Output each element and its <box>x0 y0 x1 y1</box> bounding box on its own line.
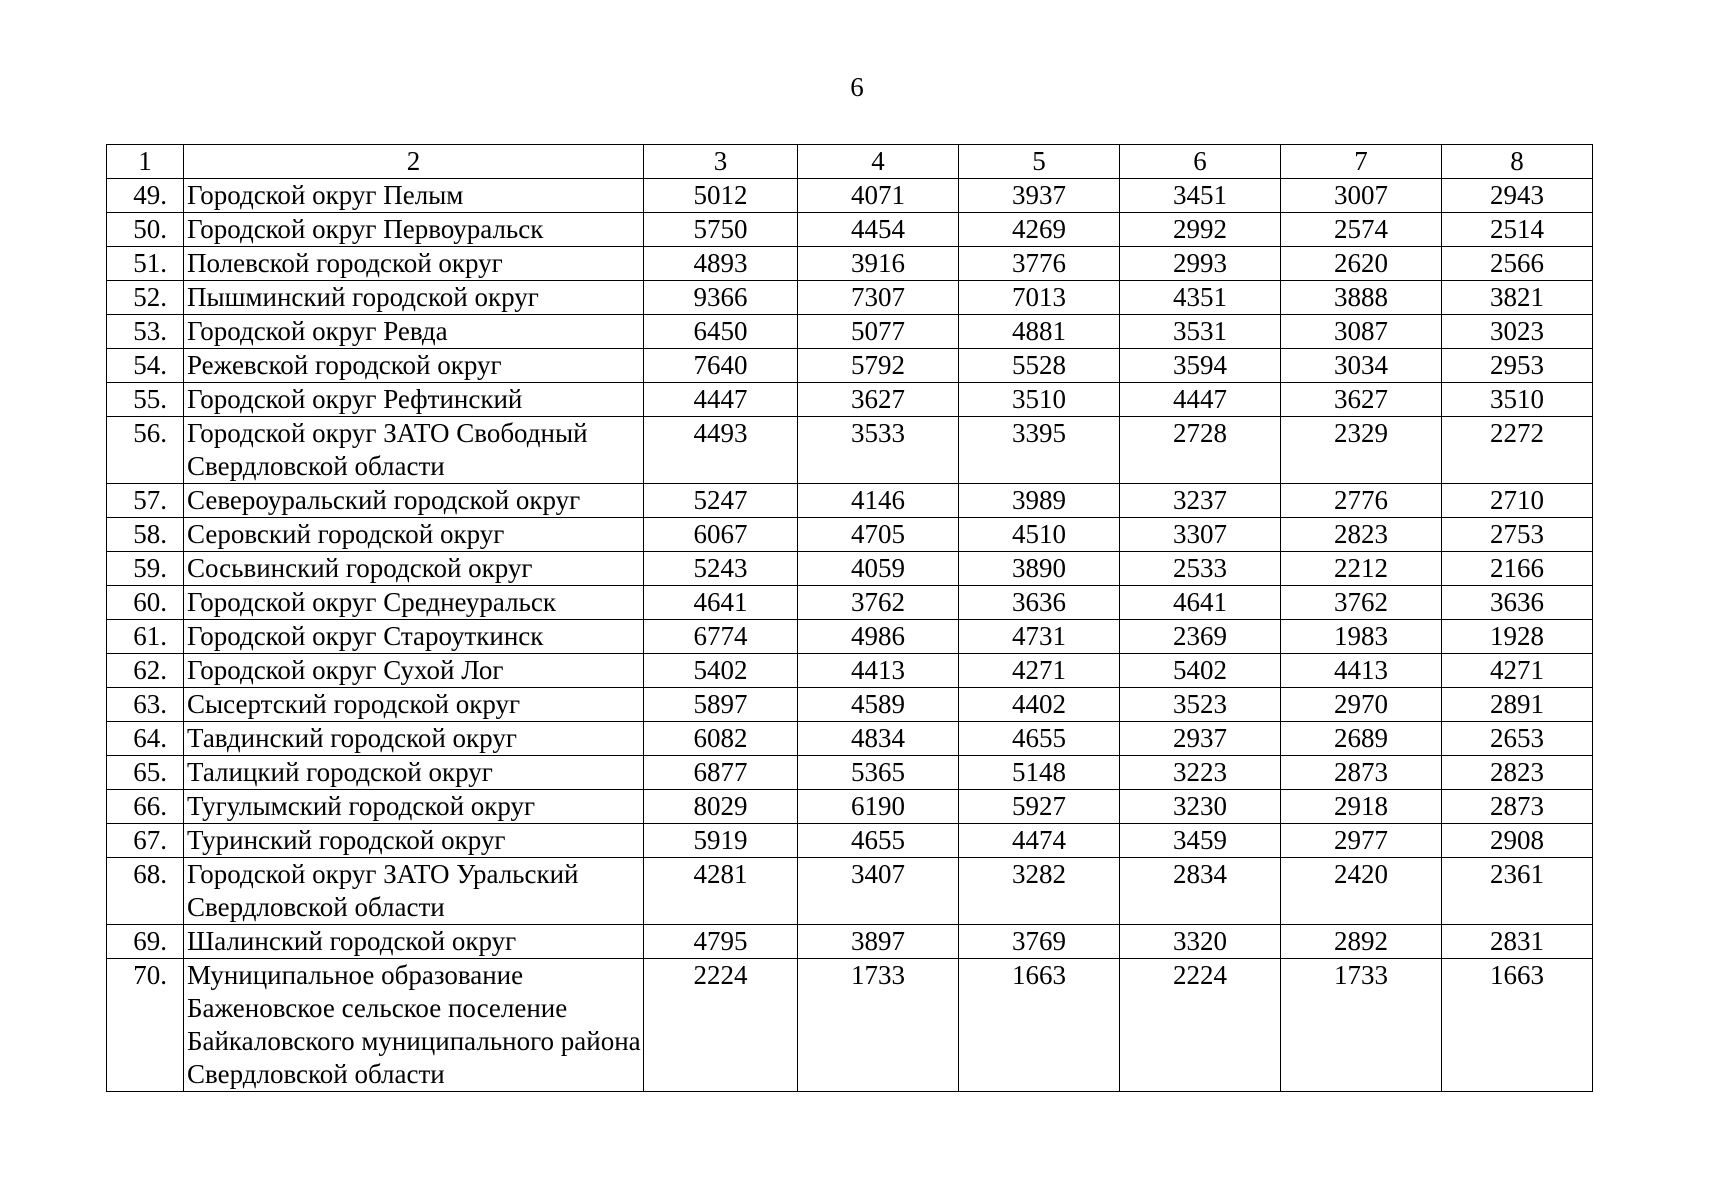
value-cell-col-4: 3407 <box>798 858 959 925</box>
value-cell-col-6: 2992 <box>1120 213 1281 247</box>
municipality-name: Талицкий городской округ <box>184 756 644 790</box>
municipality-name: Городской округ Пелым <box>184 179 644 213</box>
value-cell-col-8: 2166 <box>1442 552 1593 586</box>
table-row <box>107 247 1593 281</box>
column-header: 1 <box>107 145 184 179</box>
value-cell-col-5: 3989 <box>959 484 1120 518</box>
municipality-name: Городской округ ЗАТО Уральский Свердловской области <box>184 858 644 925</box>
value-cell-col-7: 2823 <box>1281 518 1442 552</box>
value-cell-col-4: 6190 <box>798 790 959 824</box>
value-cell-col-5: 4510 <box>959 518 1120 552</box>
value-cell-col-8: 2831 <box>1442 925 1593 959</box>
row-number: 52. <box>107 281 184 315</box>
value-cell-col-7: 3888 <box>1281 281 1442 315</box>
value-cell-col-3: 2224 <box>644 959 798 1092</box>
value-cell-col-7: 2620 <box>1281 247 1442 281</box>
row-number: 60. <box>107 586 184 620</box>
value-cell-col-8: 1928 <box>1442 620 1593 654</box>
value-cell-col-7: 2776 <box>1281 484 1442 518</box>
value-cell-col-3: 5897 <box>644 688 798 722</box>
row-number: 63. <box>107 688 184 722</box>
value-cell-col-7: 2970 <box>1281 688 1442 722</box>
value-cell-col-7: 2574 <box>1281 213 1442 247</box>
value-cell-col-4: 4146 <box>798 484 959 518</box>
municipality-name: Тугулымский городской округ <box>184 790 644 824</box>
column-header: 2 <box>184 145 644 179</box>
table-body <box>107 145 1593 1092</box>
value-cell-col-8: 2566 <box>1442 247 1593 281</box>
value-cell-col-5: 4731 <box>959 620 1120 654</box>
value-cell-col-4: 4834 <box>798 722 959 756</box>
value-cell-col-8: 2873 <box>1442 790 1593 824</box>
value-cell-col-5: 1663 <box>959 959 1120 1092</box>
table-row <box>107 959 1593 1092</box>
value-cell-col-5: 3395 <box>959 417 1120 484</box>
value-cell-col-8: 2753 <box>1442 518 1593 552</box>
value-cell-col-7: 2212 <box>1281 552 1442 586</box>
row-number: 68. <box>107 858 184 925</box>
value-cell-col-7: 3087 <box>1281 315 1442 349</box>
table-row <box>107 552 1593 586</box>
value-cell-col-6: 3320 <box>1120 925 1281 959</box>
value-cell-col-4: 3762 <box>798 586 959 620</box>
value-cell-col-6: 3307 <box>1120 518 1281 552</box>
value-cell-col-7: 1983 <box>1281 620 1442 654</box>
value-cell-col-5: 4402 <box>959 688 1120 722</box>
municipality-name: Муниципальное образование Баженовское сельское поселение Байкаловского муниципального района Свердловской области <box>184 959 644 1092</box>
value-cell-col-3: 5402 <box>644 654 798 688</box>
row-number: 49. <box>107 179 184 213</box>
row-number: 54. <box>107 349 184 383</box>
row-number: 62. <box>107 654 184 688</box>
row-number: 66. <box>107 790 184 824</box>
municipality-name: Городской округ Первоуральск <box>184 213 644 247</box>
value-cell-col-4: 5792 <box>798 349 959 383</box>
value-cell-col-6: 3237 <box>1120 484 1281 518</box>
value-cell-col-6: 3230 <box>1120 790 1281 824</box>
municipality-name: Сысертский городской округ <box>184 688 644 722</box>
value-cell-col-4: 4986 <box>798 620 959 654</box>
table-row <box>107 790 1593 824</box>
table-row <box>107 722 1593 756</box>
row-number: 56. <box>107 417 184 484</box>
value-cell-col-8: 2514 <box>1442 213 1593 247</box>
value-cell-col-8: 2653 <box>1442 722 1593 756</box>
value-cell-col-6: 4641 <box>1120 586 1281 620</box>
value-cell-col-7: 2689 <box>1281 722 1442 756</box>
table-row <box>107 824 1593 858</box>
table-row <box>107 586 1593 620</box>
municipality-name: Режевской городской округ <box>184 349 644 383</box>
municipality-name: Шалинский городской округ <box>184 925 644 959</box>
value-cell-col-8: 2908 <box>1442 824 1593 858</box>
value-cell-col-4: 4059 <box>798 552 959 586</box>
value-cell-col-6: 2937 <box>1120 722 1281 756</box>
row-number: 55. <box>107 383 184 417</box>
value-cell-col-3: 4281 <box>644 858 798 925</box>
row-number: 61. <box>107 620 184 654</box>
value-cell-col-7: 2892 <box>1281 925 1442 959</box>
value-cell-col-3: 5012 <box>644 179 798 213</box>
table-row <box>107 179 1593 213</box>
column-header: 4 <box>798 145 959 179</box>
value-cell-col-5: 3937 <box>959 179 1120 213</box>
municipality-name: Городской округ Ревда <box>184 315 644 349</box>
row-number: 65. <box>107 756 184 790</box>
value-cell-col-8: 2710 <box>1442 484 1593 518</box>
value-cell-col-4: 4413 <box>798 654 959 688</box>
value-cell-col-3: 5919 <box>644 824 798 858</box>
value-cell-col-3: 5247 <box>644 484 798 518</box>
row-number: 51. <box>107 247 184 281</box>
table-row <box>107 654 1593 688</box>
value-cell-col-6: 3531 <box>1120 315 1281 349</box>
value-cell-col-5: 4474 <box>959 824 1120 858</box>
value-cell-col-7: 3762 <box>1281 586 1442 620</box>
table-row <box>107 620 1593 654</box>
value-cell-col-5: 4881 <box>959 315 1120 349</box>
value-cell-col-3: 8029 <box>644 790 798 824</box>
value-cell-col-3: 6067 <box>644 518 798 552</box>
column-header: 3 <box>644 145 798 179</box>
value-cell-col-6: 3523 <box>1120 688 1281 722</box>
value-cell-col-5: 3636 <box>959 586 1120 620</box>
municipality-name: Пышминский городской округ <box>184 281 644 315</box>
value-cell-col-3: 9366 <box>644 281 798 315</box>
value-cell-col-4: 5365 <box>798 756 959 790</box>
value-cell-col-8: 2823 <box>1442 756 1593 790</box>
municipality-name: Североуральский городской округ <box>184 484 644 518</box>
value-cell-col-7: 2329 <box>1281 417 1442 484</box>
value-cell-col-7: 2918 <box>1281 790 1442 824</box>
row-number: 59. <box>107 552 184 586</box>
value-cell-col-7: 2977 <box>1281 824 1442 858</box>
page-number: 6 <box>850 72 864 102</box>
value-cell-col-5: 3776 <box>959 247 1120 281</box>
municipality-name: Серовский городской округ <box>184 518 644 552</box>
row-number: 50. <box>107 213 184 247</box>
row-number: 57. <box>107 484 184 518</box>
value-cell-col-8: 2943 <box>1442 179 1593 213</box>
value-cell-col-6: 3459 <box>1120 824 1281 858</box>
value-cell-col-3: 4795 <box>644 925 798 959</box>
value-cell-col-4: 3533 <box>798 417 959 484</box>
value-cell-col-4: 3627 <box>798 383 959 417</box>
value-cell-col-8: 2361 <box>1442 858 1593 925</box>
row-number: 70. <box>107 959 184 1092</box>
value-cell-col-8: 2891 <box>1442 688 1593 722</box>
municipality-name: Городской округ ЗАТО Свободный Свердловской области <box>184 417 644 484</box>
value-cell-col-3: 4447 <box>644 383 798 417</box>
value-cell-col-3: 6082 <box>644 722 798 756</box>
value-cell-col-4: 4655 <box>798 824 959 858</box>
value-cell-col-6: 2728 <box>1120 417 1281 484</box>
value-cell-col-6: 4351 <box>1120 281 1281 315</box>
value-cell-col-7: 3007 <box>1281 179 1442 213</box>
value-cell-col-6: 3223 <box>1120 756 1281 790</box>
municipality-name: Туринский городской округ <box>184 824 644 858</box>
value-cell-col-3: 6877 <box>644 756 798 790</box>
value-cell-col-6: 2369 <box>1120 620 1281 654</box>
value-cell-col-5: 5528 <box>959 349 1120 383</box>
value-cell-col-4: 3897 <box>798 925 959 959</box>
column-header: 7 <box>1281 145 1442 179</box>
value-cell-col-8: 1663 <box>1442 959 1593 1092</box>
value-cell-col-4: 4705 <box>798 518 959 552</box>
column-header: 5 <box>959 145 1120 179</box>
municipality-name: Тавдинский городской округ <box>184 722 644 756</box>
value-cell-col-3: 5243 <box>644 552 798 586</box>
table-row <box>107 383 1593 417</box>
value-cell-col-4: 5077 <box>798 315 959 349</box>
value-cell-col-6: 2993 <box>1120 247 1281 281</box>
value-cell-col-5: 4269 <box>959 213 1120 247</box>
municipality-name: Городской округ Староуткинск <box>184 620 644 654</box>
value-cell-col-8: 3636 <box>1442 586 1593 620</box>
value-cell-col-5: 4655 <box>959 722 1120 756</box>
value-cell-col-5: 3282 <box>959 858 1120 925</box>
value-cell-col-7: 3627 <box>1281 383 1442 417</box>
value-cell-col-3: 4641 <box>644 586 798 620</box>
table-row <box>107 756 1593 790</box>
value-cell-col-6: 2533 <box>1120 552 1281 586</box>
table-row <box>107 213 1593 247</box>
value-cell-col-3: 6774 <box>644 620 798 654</box>
municipality-name: Городской округ Среднеуральск <box>184 586 644 620</box>
table-row <box>107 315 1593 349</box>
value-cell-col-3: 4893 <box>644 247 798 281</box>
row-number: 53. <box>107 315 184 349</box>
table-row <box>107 349 1593 383</box>
value-cell-col-7: 2420 <box>1281 858 1442 925</box>
value-cell-col-8: 3023 <box>1442 315 1593 349</box>
value-cell-col-7: 2873 <box>1281 756 1442 790</box>
value-cell-col-5: 5927 <box>959 790 1120 824</box>
table-row <box>107 518 1593 552</box>
municipality-name: Полевской городской округ <box>184 247 644 281</box>
table-row <box>107 925 1593 959</box>
value-cell-col-4: 3916 <box>798 247 959 281</box>
value-cell-col-4: 4589 <box>798 688 959 722</box>
value-cell-col-6: 4447 <box>1120 383 1281 417</box>
value-cell-col-5: 3769 <box>959 925 1120 959</box>
value-cell-col-5: 4271 <box>959 654 1120 688</box>
value-cell-col-8: 3821 <box>1442 281 1593 315</box>
value-cell-col-3: 7640 <box>644 349 798 383</box>
value-cell-col-3: 6450 <box>644 315 798 349</box>
value-cell-col-4: 4454 <box>798 213 959 247</box>
value-cell-col-7: 1733 <box>1281 959 1442 1092</box>
value-cell-col-6: 2224 <box>1120 959 1281 1092</box>
value-cell-col-8: 2272 <box>1442 417 1593 484</box>
value-cell-col-5: 3890 <box>959 552 1120 586</box>
value-cell-col-7: 4413 <box>1281 654 1442 688</box>
row-number: 69. <box>107 925 184 959</box>
table-row <box>107 688 1593 722</box>
value-cell-col-4: 1733 <box>798 959 959 1092</box>
value-cell-col-6: 5402 <box>1120 654 1281 688</box>
row-number: 67. <box>107 824 184 858</box>
value-cell-col-5: 3510 <box>959 383 1120 417</box>
data-table <box>106 144 1593 1092</box>
value-cell-col-4: 4071 <box>798 179 959 213</box>
value-cell-col-3: 5750 <box>644 213 798 247</box>
value-cell-col-6: 3594 <box>1120 349 1281 383</box>
value-cell-col-4: 7307 <box>798 281 959 315</box>
table-row <box>107 858 1593 925</box>
value-cell-col-5: 7013 <box>959 281 1120 315</box>
value-cell-col-6: 3451 <box>1120 179 1281 213</box>
row-number: 64. <box>107 722 184 756</box>
value-cell-col-8: 3510 <box>1442 383 1593 417</box>
row-number: 58. <box>107 518 184 552</box>
municipality-name: Городской округ Сухой Лог <box>184 654 644 688</box>
header-row <box>107 145 1593 179</box>
table-row <box>107 484 1593 518</box>
value-cell-col-5: 5148 <box>959 756 1120 790</box>
value-cell-col-8: 4271 <box>1442 654 1593 688</box>
municipality-name: Сосьвинский городской округ <box>184 552 644 586</box>
value-cell-col-3: 4493 <box>644 417 798 484</box>
value-cell-col-8: 2953 <box>1442 349 1593 383</box>
municipality-name: Городской округ Рефтинский <box>184 383 644 417</box>
value-cell-col-6: 2834 <box>1120 858 1281 925</box>
value-cell-col-7: 3034 <box>1281 349 1442 383</box>
column-header: 6 <box>1120 145 1281 179</box>
table-row <box>107 417 1593 484</box>
table-row <box>107 281 1593 315</box>
column-header: 8 <box>1442 145 1593 179</box>
